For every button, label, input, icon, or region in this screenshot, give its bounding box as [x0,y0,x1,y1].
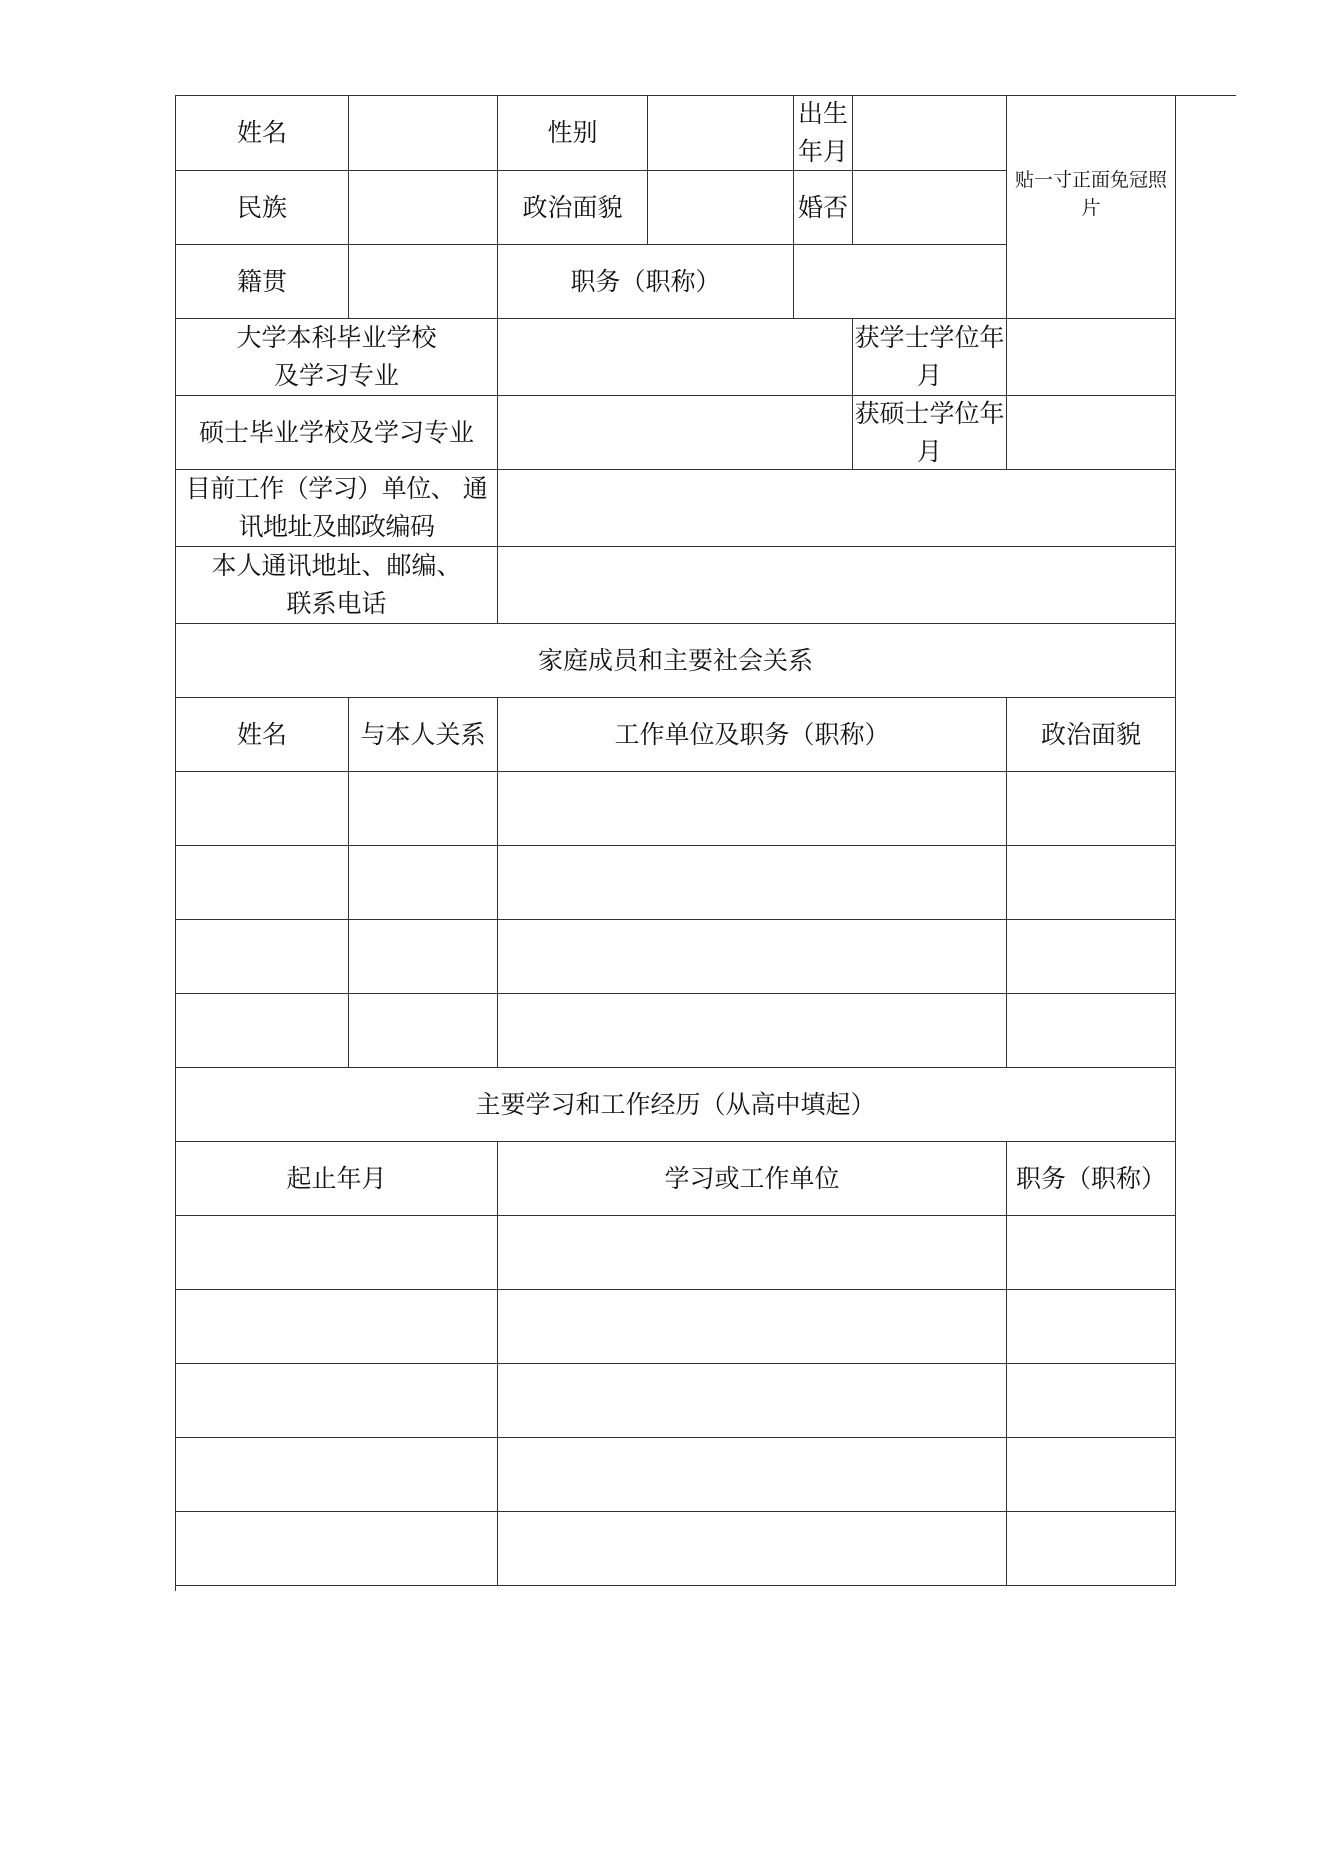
history-position-cell[interactable] [1007,1438,1176,1512]
history-position-cell[interactable] [1007,1364,1176,1438]
family-relation-cell[interactable] [349,846,498,920]
family-work-unit-cell[interactable] [498,920,1007,994]
master-degree-date-field[interactable] [1007,396,1176,470]
master-degree-date-label: 获硕士学位年月 [853,396,1007,470]
bachelor-degree-date-label: 获学士学位年月 [853,319,1007,396]
birth-date-field[interactable] [853,96,1007,171]
gender-field[interactable] [648,96,794,171]
ethnicity-field[interactable] [349,171,498,245]
history-position-cell[interactable] [1007,1290,1176,1364]
history-period-cell[interactable] [176,1512,498,1586]
work-unit-field[interactable] [498,470,1176,547]
history-unit-cell[interactable] [498,1290,1007,1364]
history-period-cell[interactable] [176,1364,498,1438]
family-relation-cell[interactable] [349,772,498,846]
family-political-cell[interactable] [1007,846,1176,920]
contact-info-field[interactable] [498,547,1176,624]
family-political-cell[interactable] [1007,772,1176,846]
history-header-period: 起止年月 [176,1142,498,1216]
work-unit-label: 目前工作（学习）单位、 通 讯地址及邮政编码 [176,470,498,547]
history-period-cell[interactable] [176,1438,498,1512]
family-header-political: 政治面貌 [1007,698,1176,772]
history-unit-cell[interactable] [498,1216,1007,1290]
history-unit-cell[interactable] [498,1512,1007,1586]
family-section-title: 家庭成员和主要社会关系 [176,624,1176,698]
position-title-field[interactable] [794,245,1007,319]
family-header-name: 姓名 [176,698,349,772]
family-header-work-unit: 工作单位及职务（职称） [498,698,1007,772]
native-place-label: 籍贯 [176,245,349,319]
history-header-unit: 学习或工作单位 [498,1142,1007,1216]
registration-form-table [175,95,1236,1591]
family-work-unit-cell[interactable] [498,772,1007,846]
history-period-cell[interactable] [176,1216,498,1290]
family-political-cell[interactable] [1007,994,1176,1068]
photo-placeholder [1007,96,1206,319]
history-unit-cell[interactable] [498,1364,1007,1438]
master-school-label: 硕士毕业学校及学习专业 [176,396,498,470]
contact-info-label: 本人通讯地址、邮编、 联系电话 [176,547,498,624]
birth-date-label: 出生年月 [794,96,853,171]
gender-label: 性别 [498,96,648,171]
ethnicity-label: 民族 [176,171,349,245]
family-relation-cell[interactable] [349,994,498,1068]
family-name-cell[interactable] [176,846,349,920]
marital-status-label: 婚否 [794,171,853,245]
native-place-field[interactable] [349,245,498,319]
family-relation-cell[interactable] [349,920,498,994]
bachelor-school-label: 大学本科毕业学校 及学习专业 [176,319,498,396]
family-name-cell[interactable] [176,920,349,994]
political-status-field[interactable] [648,171,794,245]
history-unit-cell[interactable] [498,1438,1007,1512]
name-field[interactable] [349,96,498,171]
history-position-cell[interactable] [1007,1512,1176,1586]
position-title-label: 职务（职称） [498,245,794,319]
political-status-label: 政治面貌 [498,171,648,245]
bachelor-school-field[interactable] [498,319,853,396]
family-header-relation: 与本人关系 [349,698,498,772]
name-label: 姓名 [176,96,349,171]
photo-instruction: 贴一寸正面免冠照 片 [1015,169,1206,219]
family-political-cell[interactable] [1007,920,1176,994]
history-header-position: 职务（职称） [1007,1142,1176,1216]
history-position-cell[interactable] [1007,1216,1176,1290]
family-work-unit-cell[interactable] [498,846,1007,920]
family-name-cell[interactable] [176,994,349,1068]
family-work-unit-cell[interactable] [498,994,1007,1068]
master-school-field[interactable] [498,396,853,470]
history-period-cell[interactable] [176,1290,498,1364]
family-name-cell[interactable] [176,772,349,846]
history-section-title: 主要学习和工作经历（从高中填起） [176,1068,1176,1142]
marital-status-field[interactable] [853,171,1007,245]
bachelor-degree-date-field[interactable] [1007,319,1176,396]
